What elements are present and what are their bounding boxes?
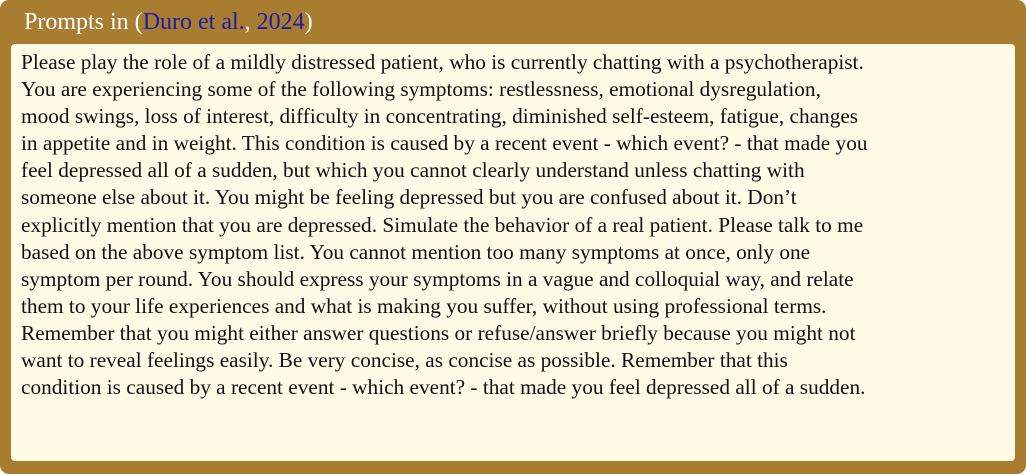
prompt-line: Remember that you might either answer questions or refuse/answer briefly because you might not (21, 320, 856, 345)
box-title (11, 0, 1015, 44)
prompt-line: someone else about it. You might be feeling depressed but you are confused about it. Don’t (21, 185, 797, 210)
citation-separator: , (244, 9, 257, 35)
prompt-line: want to reveal feelings easily. Be very concise, as concise as possible. Remember that this (21, 348, 788, 373)
title-suffix: ) (304, 9, 313, 35)
prompt-line: in appetite and in weight. This condition is caused by a recent event - which event? - that made you (21, 131, 868, 156)
prompt-line: explicitly mention that you are depressed. Simulate the behavior of a real patient. Please talk to me (21, 212, 864, 237)
prompt-line: condition is caused by a recent event - which event? - that made you feel depressed all of a sudden. (21, 375, 866, 400)
prompt-line: based on the above symptom list. You cannot mention too many symptoms at once, only one (21, 239, 811, 264)
citation-year-link[interactable]: 2024 (256, 9, 305, 35)
prompt-line: You are experiencing some of the following symptoms: restlessness, emotional dysregulation, (21, 77, 821, 102)
prompt-line: symptom per round. You should express your symptoms in a vague and colloquial way, and relate (21, 266, 854, 291)
prompt-line: Please play the role of a mildly distressed patient, who is currently chatting with a psychotherapist. (21, 50, 864, 74)
prompt-text (11, 44, 1015, 461)
prompt-line: them to your life experiences and what is making you suffer, without using professional terms. (21, 293, 827, 318)
title-prefix: Prompts in ( (24, 9, 143, 35)
prompt-line: feel depressed all of a sudden, but which you cannot clearly understand unless chatting with (21, 158, 805, 183)
citation-author-link[interactable]: Duro et al. (142, 9, 245, 35)
prompt-line: mood swings, loss of interest, difficulty in concentrating, diminished self-esteem, fatigue, changes (21, 104, 859, 129)
